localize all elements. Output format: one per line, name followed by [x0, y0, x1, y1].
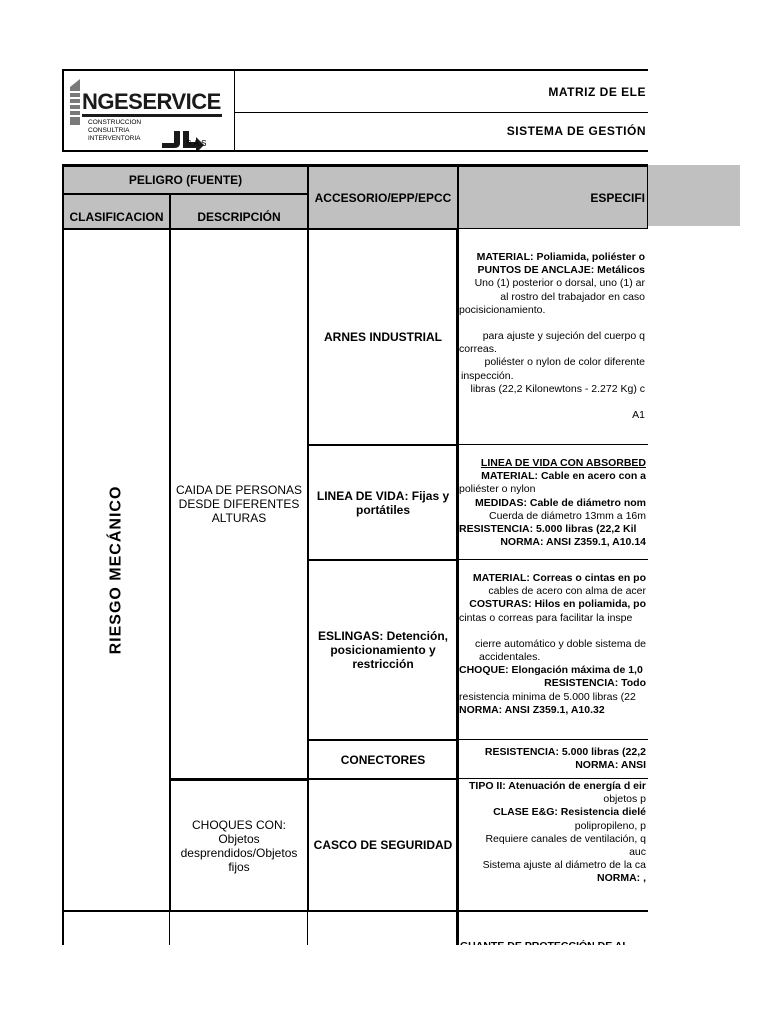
spec-line: correas. — [459, 343, 497, 356]
spec-line: accidentales. — [479, 651, 541, 664]
spec-line: RESISTENCIA: Todo — [544, 677, 646, 690]
cell-desc-caida: CAIDA DE PERSONAS DESDE DIFERENTES ALTURAS — [170, 229, 308, 779]
cell-spec-arnes — [459, 229, 648, 445]
spec-line: Requiere canales de ventilación, q — [485, 832, 646, 845]
spec-line: A1 — [632, 409, 645, 422]
spec-line: MATERIAL: Poliamida, poliéster o — [476, 251, 645, 263]
cell-spec-conectores — [459, 740, 648, 779]
spec-line: MEDIDAS: Cable de diámetro nom — [475, 496, 646, 509]
col-line — [169, 912, 170, 945]
logo-brand: NGESERVICE — [82, 89, 221, 114]
spec-line: NORMA: ANSI Z359.1, A10.14 — [500, 536, 646, 549]
cell-desc-choques: CHOQUES CON: Objetos desprendidos/Objetos fijos — [170, 779, 308, 911]
spec-line: al rostro del trabajador en caso — [500, 290, 645, 303]
header-divider — [235, 112, 648, 113]
clasificacion-label: RIESGO MECÁNICO — [107, 485, 125, 655]
logo-mark — [162, 129, 163, 130]
company-logo — [62, 69, 235, 152]
document-subtitle: SISTEMA DE GESTIÓN — [506, 124, 646, 138]
spec-line: polipropileno, p — [574, 819, 646, 832]
logo-sub-3: INTERVENTORIA — [88, 135, 141, 142]
spec-line: auc — [629, 846, 646, 859]
spec-line: para ajuste y sujeción del cuerpo q — [482, 330, 645, 343]
spec-line: Cuerda de diámetro 13mm a 16m — [489, 509, 646, 522]
spec-line: cierre automático y doble sistema de — [475, 637, 646, 650]
header-descripcion: DESCRIPCIÓN — [170, 194, 308, 229]
cell-accesorio-casco: CASCO DE SEGURIDAD — [308, 779, 458, 911]
spec-line: cables de acero con alma de acer — [488, 585, 646, 598]
spec-line: poliéster o nylon — [459, 483, 536, 496]
spec-line: libras (22,2 Kilonewtons - 2.272 Kg) c — [470, 382, 645, 395]
spec-line: cintas o correas para facilitar la inspe — [459, 611, 633, 624]
spec-line — [459, 396, 647, 409]
spec-line: CHOQUE: Elongación máxima de 1,0 — [459, 664, 643, 677]
spec-line: Uno (1) posterior o dorsal, uno (1) ar — [474, 277, 645, 290]
document-title: MATRIZ DE ELE — [548, 85, 646, 99]
row-separator — [62, 910, 648, 912]
spec-line: MATERIAL: Correas o cintas en po — [472, 572, 646, 584]
spec-divider-next — [456, 912, 459, 945]
header-especificaciones: ESPECIFI — [458, 166, 648, 229]
cell-clasificacion — [63, 229, 170, 911]
spec-line — [459, 317, 647, 330]
spec-line: resistencia minima de 5.000 libras (22 — [459, 690, 636, 703]
spec-line: TIPO II: Atenuación de energía d eir — [469, 780, 646, 792]
header-accesorio: ACCESORIO/EPP/EPCC — [308, 166, 458, 229]
page-bottom — [0, 945, 768, 1024]
logo-sub-1: CONSTRUCCION — [88, 119, 142, 126]
cell-accesorio-arnes: ARNES INDUSTRIAL — [308, 229, 458, 445]
spec-line: CLASE E&G: Resistencia dielé — [493, 806, 646, 819]
cell-accesorio-linea: LINEA DE VIDA: Fijas y portátiles — [308, 445, 458, 560]
spec-line: COSTURAS: Hilos en poliamida, po — [469, 598, 646, 611]
spec-line: LINEA DE VIDA CON ABSORBED — [480, 457, 646, 469]
cell-accesorio-conectores: CONECTORES — [308, 740, 458, 779]
spec-line: objetos p — [603, 793, 646, 806]
spec-line: MATERIAL: Cable en acero con a — [481, 470, 646, 483]
cell-spec-linea — [459, 445, 648, 560]
spec-line: NORMA: ANSI Z359.1, A10.32 — [459, 703, 605, 716]
header-clasificacion: CLASIFICACION — [63, 194, 170, 229]
spec-line: RESISTENCIA: 5.000 libras (22,2 Kil — [459, 523, 637, 536]
logo-suffix: S.A.S — [186, 139, 207, 148]
header-peligro: PELIGRO (FUENTE) — [63, 166, 308, 194]
column-header-overflow — [648, 165, 740, 226]
logo-sub-2: CONSULTRIA — [88, 127, 130, 134]
spec-line: Sistema ajuste al diámetro de la ca — [482, 859, 646, 872]
cell-spec-casco — [459, 779, 648, 911]
spec-line — [459, 625, 648, 638]
col-line — [307, 912, 308, 945]
spec-line: pocisicionamiento. — [459, 303, 546, 316]
spec-line: NORMA: , — [597, 872, 646, 885]
spec-line: PUNTOS DE ANCLAJE: Metálicos — [477, 264, 645, 277]
spec-line: RESISTENCIA: 5.000 libras (22,2 — [484, 746, 646, 758]
spec-line: NORMA: ANSI — [575, 759, 646, 772]
cell-spec-eslingas — [459, 560, 648, 740]
spec-line: inspección. — [461, 369, 514, 382]
spec-line: poliéster o nylon de color diferente — [484, 356, 645, 369]
cell-accesorio-eslingas: ESLINGAS: Detención, posicionamiento y restricción — [308, 560, 458, 740]
